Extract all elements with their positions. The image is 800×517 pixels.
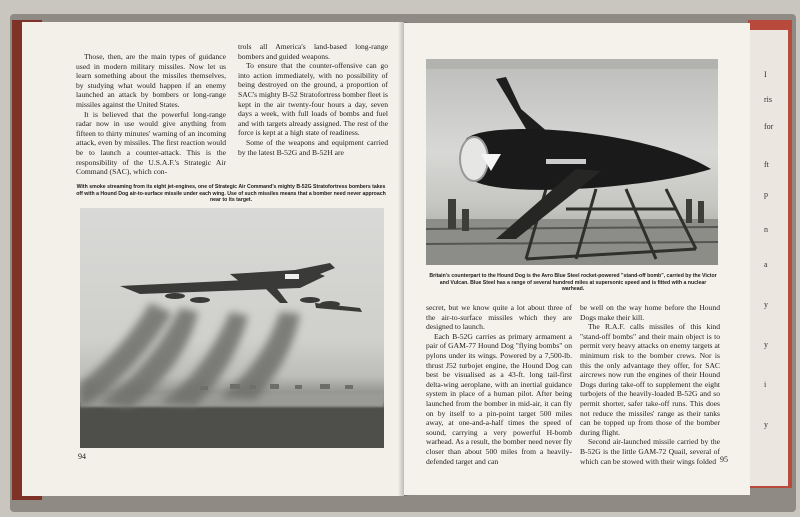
paragraph: be well on the way home before the Hound Dogs make their kill. [580, 303, 720, 322]
next-page-edge-letter: y [764, 420, 768, 429]
left-page-column-1 [76, 52, 226, 177]
right-page-column-1 [426, 303, 572, 466]
next-page-edge-letter: ft [764, 160, 769, 169]
next-page-edge-letter: p [764, 190, 768, 199]
paragraph: The R.A.F. calls missiles of this kind "stand-off bombs" and their main object is to permit very heavy attacks on enemy targets at minimum risk to the bomber crews. Nor is this the only advantage they offer, for SAC aircrews now run the engines of their Hound Dogs during take-off to supplement the eight turbojets of the heavily-loaded B-52G and so permit shorter, safer take-off runs. This does not reduce the missiles' range as their tanks can be topped up from those of the bomber during flight. [580, 322, 720, 437]
next-page-edge-letter: ris [764, 95, 772, 104]
right-page [404, 23, 750, 495]
next-page-edge-letter: i [764, 380, 767, 389]
left-page [22, 22, 404, 496]
paragraph: secret, but we know quite a lot about three of the air-to-surface missiles which they are designed to launch. [426, 303, 572, 332]
paragraph: trols all America's land-based long-range bombers and guided weapons. [238, 42, 388, 61]
next-page-edge-letter: a [764, 260, 768, 269]
paragraph: Those, then, are the main types of guidance used in modern military missiles. Now let us learn something about the missiles themselves, by studying what would happen if an enemy launched an attack by bombers or long-range missiles against the United States. [76, 52, 226, 109]
paragraph: It is believed that the powerful long-range radar now in use would give anything from fifteen to thirty minutes' warning of an incoming attack, even by missiles. The first reaction would be to launch a counter-attack. This is the responsibility of the U.S.A.F.'s Strategic Air Command (SAC), which con- [76, 109, 226, 177]
next-page-edge-letter: n [764, 225, 768, 234]
next-page-edge-letter: for [764, 122, 774, 131]
next-page-edge-letter: y [764, 300, 768, 309]
paragraph: Second air-launched missile carried by the B-52G is the little GAM-72 Quail, several of which can be stowed with their wings folded [580, 437, 720, 466]
b52-aircraft [120, 263, 362, 312]
paragraph: To ensure that the counter-offensive can go into action immediately, with no possibility of being destroyed on the ground, a proportion of SAC's mighty B-52 Stratofortress bomber fleet is kept in the air twenty-four hours a day, seven days a week, with full loads of bombs and fuel and with targets already assigned. The rest of the force is kept at a high state of readiness. [238, 61, 388, 138]
paragraph: Each B-52G carries as primary armament a pair of GAM-77 Hound Dog "flying bombs" on pylons under its wings. Powered by a 7,500-lb. thrust J52 turbojet engine, the Hound Dog can best be visualised as a 43-ft. long tail-first delta-wing aeroplane, with an inertial guidance system in place of a human pilot. After being launched from the bomber in mid-air, it can fly on by itself to a pin-point target 500 miles away, at one-and-a-half times the speed of sound, carrying a very powerful H-bomb warhead. As a result, the bomber need never fly closer than about 500 miles from a heavily-defended target and can [426, 331, 572, 466]
next-page-edge-letter: I [764, 70, 767, 79]
b52-photo [80, 208, 384, 448]
b52-photo-illustration [80, 208, 384, 448]
paragraph: Some of the weapons and equipment carried by the latest B-52G and B-52H are [238, 137, 388, 157]
blue-steel-illustration [426, 59, 718, 265]
next-page-edge-letter: y [764, 340, 768, 349]
smoke-trails [80, 303, 300, 408]
right-page-column-2 [580, 303, 720, 466]
page-number-right: 95 [720, 455, 728, 464]
left-page-column-2 [238, 42, 388, 157]
photo-caption-blue-steel: Britain's counterpart to the Hound Dog is the Avro Blue Steel rocket-powered "stand-off bomb", carried by the Victor and Vulcan. Blue Steel has a range of several hundred miles at supersonic speed and is fitted with a nuclear warhead. [429, 273, 717, 293]
photo-caption-b52: With smoke streaming from its eight jet-engines, one of Strategic Air Command's mighty B-52G Stratofortress bombers takes off with a Hound Dog air-to-surface missile under each wing. Use of such missiles means that a bomber need never approach near to its target. [76, 184, 386, 204]
page-number-left: 94 [78, 452, 86, 461]
blue-steel-photo [426, 59, 718, 265]
